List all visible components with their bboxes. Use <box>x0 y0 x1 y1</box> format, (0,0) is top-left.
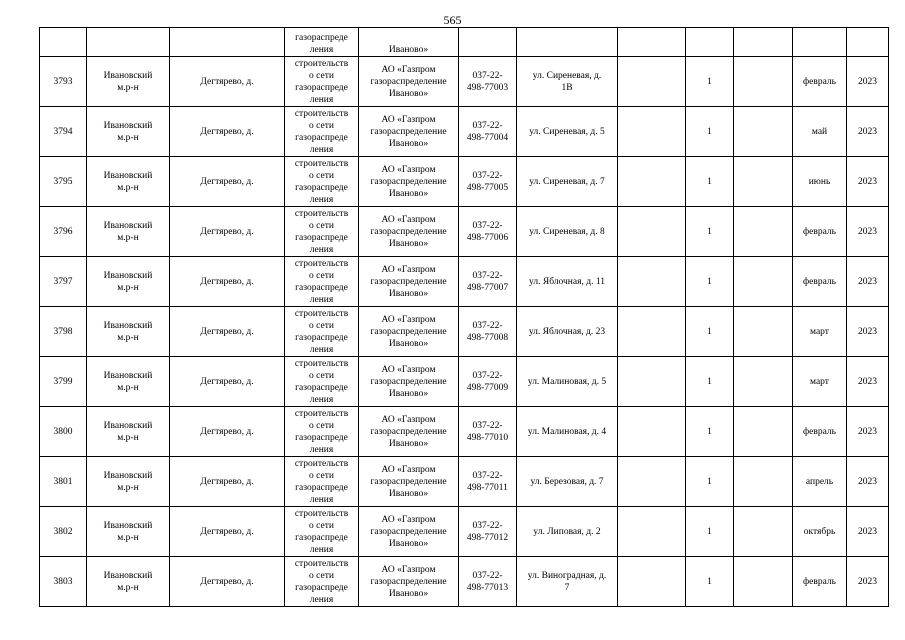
cell-year <box>847 28 889 57</box>
cell-address: ул. Липовая, д. 2 <box>517 507 618 557</box>
cell-code: 037-22- 498-77003 <box>459 57 517 107</box>
cell-district: Ивановский м.р-н <box>87 257 170 307</box>
cell-locality: Дегтярево, д. <box>170 307 285 357</box>
cell-quantity: 1 <box>686 407 734 457</box>
cell-number: 3801 <box>40 457 87 507</box>
cell-number: 3796 <box>40 207 87 257</box>
cell-organization: АО «Газпром газораспределение Иваново» <box>359 57 459 107</box>
cell-address: ул. Малиновая, д. 5 <box>517 357 618 407</box>
cell-district: Ивановский м.р-н <box>87 557 170 607</box>
cell-address: ул. Яблочная, д. 23 <box>517 307 618 357</box>
cell-number: 3794 <box>40 107 87 157</box>
cell-month: февраль <box>793 257 847 307</box>
cell-address: ул. Сиреневая, д. 7 <box>517 157 618 207</box>
cell-empty-1 <box>618 207 686 257</box>
cell-work-type: строительств о сети газораспреде ления <box>285 57 359 107</box>
cell-year: 2023 <box>847 257 889 307</box>
cell-empty-2 <box>734 307 793 357</box>
cell-year: 2023 <box>847 357 889 407</box>
cell-empty-1 <box>618 507 686 557</box>
cell-address: ул. Сиреневая, д. 1В <box>517 57 618 107</box>
cell-month: февраль <box>793 557 847 607</box>
cell-number <box>40 28 87 57</box>
cell-district: Ивановский м.р-н <box>87 457 170 507</box>
cell-empty-2 <box>734 157 793 207</box>
cell-code: 037-22- 498-77006 <box>459 207 517 257</box>
cell-year: 2023 <box>847 207 889 257</box>
cell-work-type: строительств о сети газораспреде ления <box>285 457 359 507</box>
cell-organization: АО «Газпром газораспределение Иваново» <box>359 407 459 457</box>
cell-empty-2 <box>734 28 793 57</box>
cell-code: 037-22- 498-77010 <box>459 407 517 457</box>
cell-number: 3793 <box>40 57 87 107</box>
cell-work-type: строительств о сети газораспреде ления <box>285 507 359 557</box>
cell-address: ул. Сиреневая, д. 8 <box>517 207 618 257</box>
cell-code: 037-22- 498-77013 <box>459 557 517 607</box>
cell-work-type: строительств о сети газораспреде ления <box>285 107 359 157</box>
cell-year: 2023 <box>847 507 889 557</box>
cell-district <box>87 28 170 57</box>
cell-number: 3798 <box>40 307 87 357</box>
cell-quantity: 1 <box>686 507 734 557</box>
cell-year: 2023 <box>847 457 889 507</box>
cell-empty-2 <box>734 557 793 607</box>
cell-organization: АО «Газпром газораспределение Иваново» <box>359 307 459 357</box>
cell-organization: АО «Газпром газораспределение Иваново» <box>359 507 459 557</box>
cell-empty-1 <box>618 257 686 307</box>
page-number: 565 <box>443 13 462 27</box>
cell-code: 037-22- 498-77009 <box>459 357 517 407</box>
cell-empty-2 <box>734 507 793 557</box>
cell-district: Ивановский м.р-н <box>87 357 170 407</box>
cell-empty-2 <box>734 407 793 457</box>
cell-locality: Дегтярево, д. <box>170 107 285 157</box>
table-row-partial <box>40 28 889 57</box>
table-row <box>40 557 889 607</box>
data-table <box>39 27 889 607</box>
cell-work-type: строительств о сети газораспреде ления <box>285 207 359 257</box>
cell-empty-2 <box>734 357 793 407</box>
cell-code: 037-22- 498-77012 <box>459 507 517 557</box>
cell-month: октябрь <box>793 507 847 557</box>
cell-quantity: 1 <box>686 357 734 407</box>
cell-month: апрель <box>793 457 847 507</box>
cell-number: 3802 <box>40 507 87 557</box>
cell-month: февраль <box>793 57 847 107</box>
cell-empty-2 <box>734 57 793 107</box>
cell-district: Ивановский м.р-н <box>87 407 170 457</box>
table-row <box>40 157 889 207</box>
cell-number: 3803 <box>40 557 87 607</box>
cell-address: ул. Яблочная, д. 11 <box>517 257 618 307</box>
cell-work-type: газораспреде ления <box>285 28 359 57</box>
cell-locality: Дегтярево, д. <box>170 507 285 557</box>
cell-year: 2023 <box>847 157 889 207</box>
cell-empty-2 <box>734 107 793 157</box>
cell-month: март <box>793 357 847 407</box>
cell-code: 037-22- 498-77007 <box>459 257 517 307</box>
cell-number: 3795 <box>40 157 87 207</box>
cell-locality: Дегтярево, д. <box>170 207 285 257</box>
cell-organization: АО «Газпром газораспределение Иваново» <box>359 157 459 207</box>
table-row <box>40 207 889 257</box>
cell-work-type: строительств о сети газораспреде ления <box>285 257 359 307</box>
cell-district: Ивановский м.р-н <box>87 57 170 107</box>
cell-quantity: 1 <box>686 57 734 107</box>
cell-work-type: строительств о сети газораспреде ления <box>285 157 359 207</box>
cell-locality: Дегтярево, д. <box>170 157 285 207</box>
cell-empty-1 <box>618 157 686 207</box>
cell-organization: АО «Газпром газораспределение Иваново» <box>359 557 459 607</box>
cell-year: 2023 <box>847 307 889 357</box>
cell-address: ул. Малиновая, д. 4 <box>517 407 618 457</box>
cell-locality <box>170 28 285 57</box>
cell-empty-1 <box>618 557 686 607</box>
cell-empty-1 <box>618 407 686 457</box>
cell-empty-1 <box>618 307 686 357</box>
cell-number: 3797 <box>40 257 87 307</box>
table-body <box>40 28 889 607</box>
cell-district: Ивановский м.р-н <box>87 307 170 357</box>
cell-empty-2 <box>734 257 793 307</box>
cell-address: ул. Сиреневая, д. 5 <box>517 107 618 157</box>
cell-organization: АО «Газпром газораспределение Иваново» <box>359 357 459 407</box>
table-row <box>40 507 889 557</box>
cell-number: 3800 <box>40 407 87 457</box>
cell-quantity: 1 <box>686 307 734 357</box>
cell-quantity: 1 <box>686 157 734 207</box>
cell-month: май <box>793 107 847 157</box>
cell-code: 037-22- 498-77005 <box>459 157 517 207</box>
cell-work-type: строительств о сети газораспреде ления <box>285 357 359 407</box>
cell-district: Ивановский м.р-н <box>87 157 170 207</box>
table-row <box>40 307 889 357</box>
cell-code <box>459 28 517 57</box>
cell-year: 2023 <box>847 557 889 607</box>
cell-month <box>793 28 847 57</box>
cell-work-type: строительств о сети газораспреде ления <box>285 557 359 607</box>
cell-address: ул. Виноградная, д. 7 <box>517 557 618 607</box>
cell-work-type: строительств о сети газораспреде ления <box>285 307 359 357</box>
table-row <box>40 57 889 107</box>
cell-quantity: 1 <box>686 457 734 507</box>
cell-locality: Дегтярево, д. <box>170 257 285 307</box>
cell-organization: АО «Газпром газораспределение Иваново» <box>359 257 459 307</box>
cell-year: 2023 <box>847 407 889 457</box>
cell-code: 037-22- 498-77011 <box>459 457 517 507</box>
cell-address: ул. Березовая, д. 7 <box>517 457 618 507</box>
cell-district: Ивановский м.р-н <box>87 107 170 157</box>
table-row <box>40 107 889 157</box>
cell-locality: Дегтярево, д. <box>170 557 285 607</box>
cell-organization: АО «Газпром газораспределение Иваново» <box>359 207 459 257</box>
cell-quantity: 1 <box>686 557 734 607</box>
table-row <box>40 457 889 507</box>
cell-year: 2023 <box>847 107 889 157</box>
cell-organization: АО «Газпром газораспределение Иваново» <box>359 107 459 157</box>
cell-empty-2 <box>734 457 793 507</box>
cell-number: 3799 <box>40 357 87 407</box>
cell-locality: Дегтярево, д. <box>170 57 285 107</box>
cell-empty-1 <box>618 357 686 407</box>
cell-month: февраль <box>793 207 847 257</box>
cell-locality: Дегтярево, д. <box>170 457 285 507</box>
cell-month: июнь <box>793 157 847 207</box>
cell-quantity: 1 <box>686 107 734 157</box>
cell-address <box>517 28 618 57</box>
cell-empty-1 <box>618 57 686 107</box>
cell-quantity: 1 <box>686 257 734 307</box>
cell-organization: Иваново» <box>359 28 459 57</box>
cell-work-type: строительств о сети газораспреде ления <box>285 407 359 457</box>
cell-month: февраль <box>793 407 847 457</box>
table-row <box>40 357 889 407</box>
cell-quantity: 1 <box>686 207 734 257</box>
cell-empty-2 <box>734 207 793 257</box>
cell-month: март <box>793 307 847 357</box>
cell-locality: Дегтярево, д. <box>170 357 285 407</box>
cell-empty-1 <box>618 28 686 57</box>
cell-year: 2023 <box>847 57 889 107</box>
cell-empty-1 <box>618 107 686 157</box>
cell-quantity <box>686 28 734 57</box>
cell-code: 037-22- 498-77008 <box>459 307 517 357</box>
cell-code: 037-22- 498-77004 <box>459 107 517 157</box>
table-row <box>40 407 889 457</box>
cell-organization: АО «Газпром газораспределение Иваново» <box>359 457 459 507</box>
cell-locality: Дегтярево, д. <box>170 407 285 457</box>
table-row <box>40 257 889 307</box>
cell-district: Ивановский м.р-н <box>87 207 170 257</box>
cell-district: Ивановский м.р-н <box>87 507 170 557</box>
cell-empty-1 <box>618 457 686 507</box>
